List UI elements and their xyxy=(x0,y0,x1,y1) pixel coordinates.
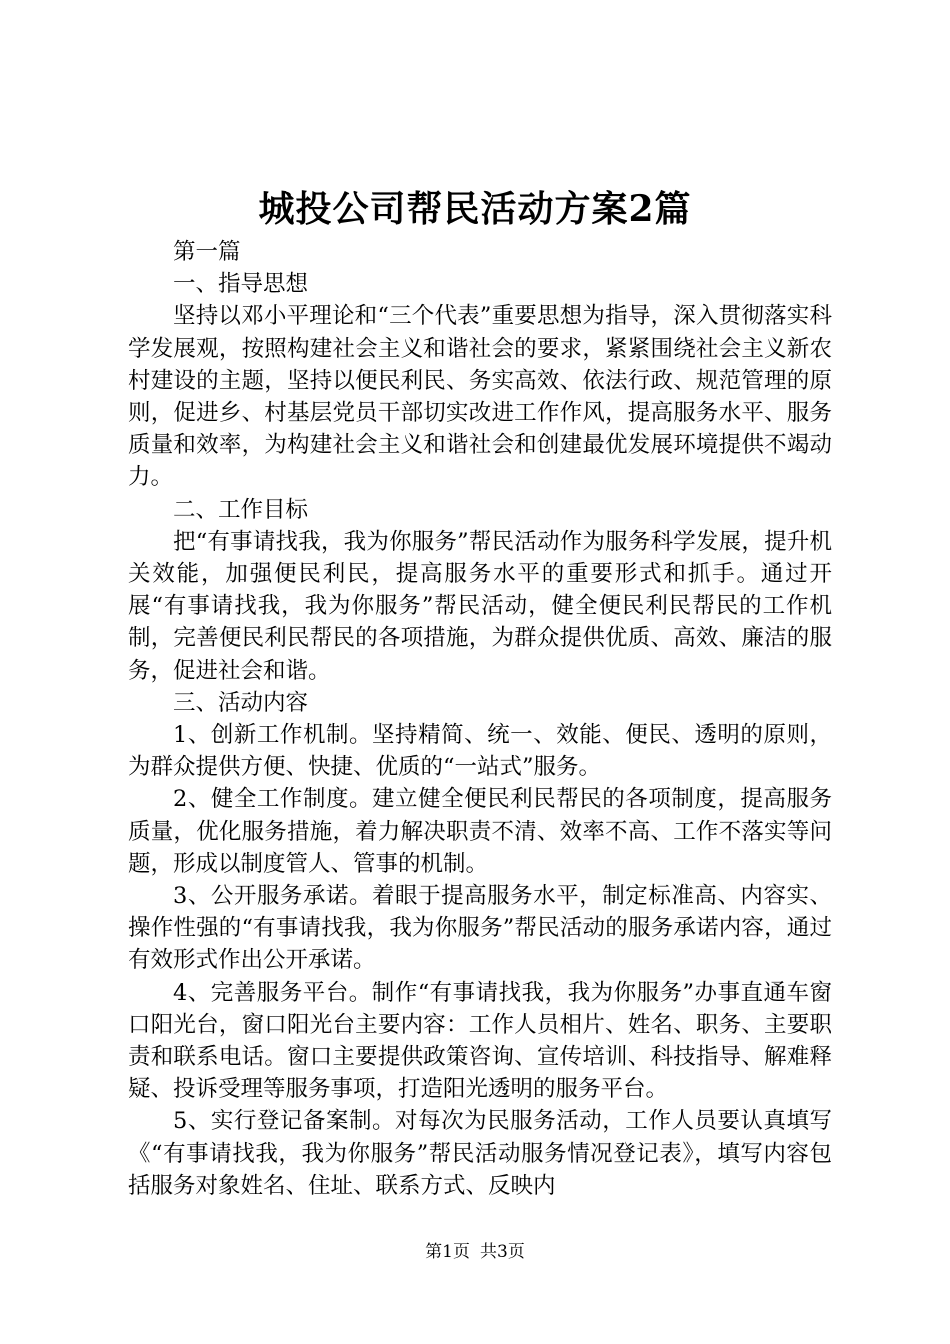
paragraph-guiding-thought: 坚持以邓小平理论和“三个代表”重要思想为指导，深入贯彻落实科学发展观，按照构建社会主义和谐社会的要求，紧紧围绕社会主义新农村建设的主题，坚持以便民利民、务实高效、依法行政、规范管理的原则，促进乡、村基层党员干部切实改进工作作风，提高服务水平、服务质量和效率，为构建社会主义和谐社会和创建最优发展环境提供不竭动力。 xyxy=(128,303,832,491)
page-number: 第1页 xyxy=(425,1242,470,1262)
document-title: 城投公司帮民活动方案2篇 xyxy=(258,188,692,230)
heading-work-goal: 二、工作目标 xyxy=(173,496,309,523)
paragraph-item-5: 5、实行登记备案制。对每次为民服务活动，工作人员要认真填写《“有事请找我，我为你服务”帮民活动服务情况登记表》，填写内容包括服务对象姓名、住址、联系方式、反映内 xyxy=(128,1108,832,1199)
document-body xyxy=(128,236,832,1202)
paragraph-item-2: 2、健全工作制度。建立健全便民利民帮民的各项制度，提高服务质量，优化服务措施，着力解决职责不清、效率不高、工作不落实等问题，形成以制度管人、管事的机制。 xyxy=(128,786,832,877)
paragraph-item-3: 3、公开服务承诺。着眼于提高服务水平，制定标准高、内容实、操作性强的“有事请找我，我为你服务”帮民活动的服务承诺内容，通过有效形式作出公开承诺。 xyxy=(128,883,832,974)
page-footer xyxy=(0,1240,950,1264)
paragraph-work-goal: 把“有事请找我，我为你服务”帮民活动作为服务科学发展，提升机关效能，加强便民利民，提高服务水平的重要形式和抓手。通过开展“有事请找我，我为你服务”帮民活动，健全便民利民帮民的工作机制，完善便民利民帮民的各项措施，为群众提供优质、高效、廉洁的服务，促进社会和谐。 xyxy=(128,528,832,684)
heading-guiding-thought: 一、指导思想 xyxy=(173,271,309,298)
heading-activity-content: 三、活动内容 xyxy=(173,689,309,716)
page-total: 共3页 xyxy=(480,1242,525,1262)
section-label: 第一篇 xyxy=(173,239,241,265)
paragraph-item-4: 4、完善服务平台。制作“有事请找我，我为你服务”办事直通车窗口阳光台，窗口阳光台主要内容：工作人员相片、姓名、职务、主要职责和联系电话。窗口主要提供政策咨询、宣传培训、科技指导、解难释疑、投诉受理等服务事项，打造阳光透明的服务平台。 xyxy=(128,979,832,1103)
paragraph-item-1: 1、创新工作机制。坚持精简、统一、效能、便民、透明的原则，为群众提供方便、快捷、优质的“一站式”服务。 xyxy=(128,722,832,781)
